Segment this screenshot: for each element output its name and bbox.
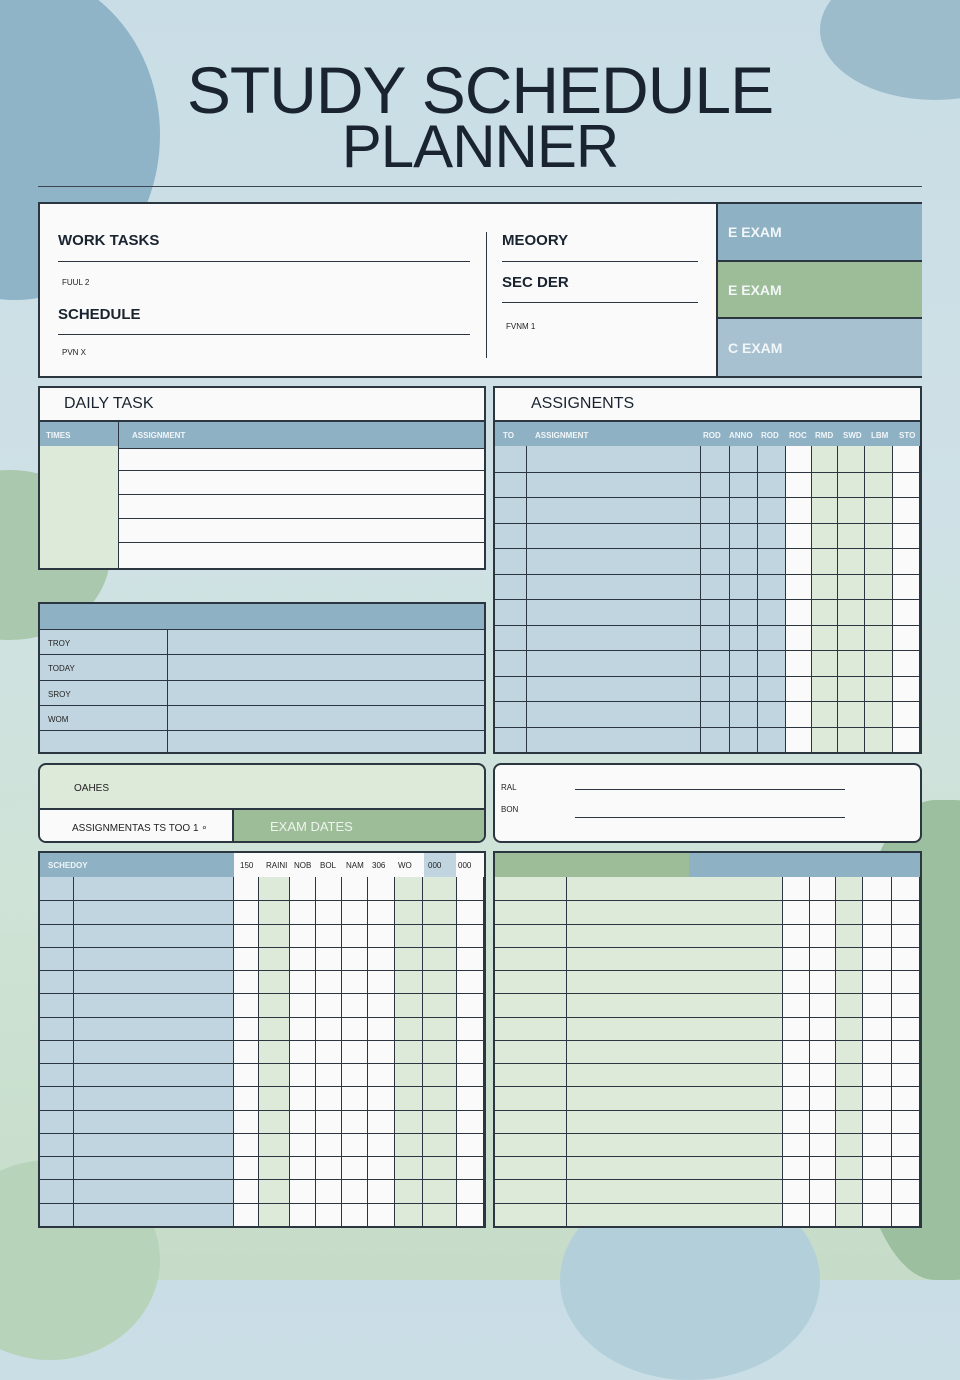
grid-column xyxy=(40,877,74,1226)
grid-column xyxy=(810,877,836,1226)
col-header: ASSIGNMENT xyxy=(132,431,186,440)
panel-divider xyxy=(486,232,487,358)
col-header: ASSIGNMENT xyxy=(535,431,589,440)
memory-label: MEOORY xyxy=(502,232,569,249)
col-header: 306 xyxy=(372,861,386,870)
col-header: WO xyxy=(398,861,412,870)
grid-column xyxy=(259,877,290,1226)
grid-row-line xyxy=(495,993,920,994)
grid-column xyxy=(316,877,342,1226)
grid-row-line xyxy=(495,497,920,498)
col-header: BOL xyxy=(320,861,337,870)
grid-column xyxy=(342,877,368,1226)
study-table xyxy=(38,602,486,754)
grid-row-line xyxy=(40,1203,484,1204)
grid-row-line xyxy=(40,947,484,948)
grid-column xyxy=(423,877,457,1226)
schedule-sub: PVN X xyxy=(62,348,87,357)
table-row[interactable] xyxy=(40,706,484,731)
grid-column xyxy=(863,877,892,1226)
col-header: ROC xyxy=(789,431,807,440)
note-line[interactable] xyxy=(575,817,845,818)
grid-column xyxy=(495,877,567,1226)
grid-column xyxy=(836,877,863,1226)
col-header: LBM xyxy=(871,431,889,440)
table-header xyxy=(40,420,484,449)
times-column xyxy=(40,446,118,568)
col-header: NOB xyxy=(294,861,312,870)
note-label: BON xyxy=(501,805,519,814)
grid-row-line xyxy=(495,650,920,651)
note-box xyxy=(493,763,922,843)
grid-row-line xyxy=(495,599,920,600)
col-divider xyxy=(118,420,119,568)
page-title: STUDY SCHEDULE xyxy=(186,53,774,127)
exam-dates-tab[interactable] xyxy=(234,808,484,843)
grid-row-line xyxy=(40,993,484,994)
exam-label: E EXAM xyxy=(728,281,782,298)
table-row[interactable] xyxy=(40,630,484,655)
schedule-grid-right xyxy=(493,851,922,1228)
date-header-row xyxy=(234,853,484,878)
grid-row-line xyxy=(40,1133,484,1134)
grid-row-line xyxy=(495,701,920,702)
table-header xyxy=(495,853,689,878)
grid-row-line xyxy=(495,574,920,575)
grid-row-line xyxy=(40,970,484,971)
col-divider xyxy=(167,630,168,752)
tab-label: EXAM DATES xyxy=(270,819,353,834)
memory-line[interactable] xyxy=(502,261,698,262)
grid-row-line xyxy=(495,1203,920,1204)
daily-task-table xyxy=(38,386,486,570)
col-header: 000 xyxy=(428,861,442,870)
grid-row-line xyxy=(40,1156,484,1157)
notes-panel xyxy=(38,763,486,843)
row-label: TODAY xyxy=(48,664,75,673)
header-info-panel xyxy=(38,202,922,378)
grid-row-line xyxy=(40,1017,484,1018)
col-header: NAM xyxy=(346,861,364,870)
grid-row-line xyxy=(40,1110,484,1111)
exam-label: C EXAM xyxy=(728,339,783,356)
grid-row-line xyxy=(495,625,920,626)
grid-row-line xyxy=(40,1040,484,1041)
page-subtitle: PLANNER xyxy=(341,113,619,180)
grid-row-line xyxy=(495,1179,920,1180)
note-line[interactable] xyxy=(575,789,845,790)
col-header: RAINI xyxy=(266,861,288,870)
grid-column xyxy=(290,877,316,1226)
grid-row-line xyxy=(40,900,484,901)
col-header: ANNO xyxy=(729,431,753,440)
grid-column xyxy=(783,877,810,1226)
assignments-title: ASSIGNENTS xyxy=(531,395,635,412)
tab-label: ASSIGNMENTAS TS TOO 1 ∘ xyxy=(72,823,208,834)
grid-column xyxy=(234,877,259,1226)
schedule-grid-body[interactable] xyxy=(40,877,484,1226)
grid-row-line xyxy=(40,1086,484,1087)
grid-row-line xyxy=(495,1156,920,1157)
schedule-label: SCHEDULE xyxy=(58,306,141,323)
col-header: ROD xyxy=(703,431,721,440)
col-header: ROD xyxy=(761,431,779,440)
grid-column xyxy=(74,877,234,1226)
grid-row-line xyxy=(40,924,484,925)
schedule-grid-body[interactable] xyxy=(495,877,920,1226)
exam-block-3[interactable] xyxy=(716,319,922,376)
grid-row-line xyxy=(495,676,920,677)
grid-row-line xyxy=(495,900,920,901)
grid-column xyxy=(892,877,920,1226)
work-tasks-sub: FUUL 2 xyxy=(62,278,90,287)
grid-row-line xyxy=(495,970,920,971)
sec-der-label: SEC DER xyxy=(502,274,569,291)
assignments-table xyxy=(493,386,922,754)
assignments-grid[interactable] xyxy=(495,446,920,752)
grid-row-line xyxy=(495,1017,920,1018)
grid-row-line xyxy=(495,947,920,948)
grid-row-line xyxy=(495,1086,920,1087)
exam-label: E EXAM xyxy=(728,224,782,240)
table-row[interactable] xyxy=(40,681,484,706)
sec-der-sub: FVNM 1 xyxy=(506,322,536,331)
grid-column xyxy=(395,877,423,1226)
grid-column xyxy=(457,877,484,1226)
col-header: STO xyxy=(899,431,916,440)
daily-task-title: DAILY TASK xyxy=(64,395,154,412)
grid-row-line xyxy=(495,472,920,473)
grid-row-line xyxy=(40,1179,484,1180)
grid-column xyxy=(567,877,783,1226)
work-tasks-line[interactable] xyxy=(58,261,470,262)
grid-row-line xyxy=(495,1040,920,1041)
schedule-line[interactable] xyxy=(58,334,470,335)
grid-row-line xyxy=(495,548,920,549)
grid-row-line xyxy=(495,727,920,728)
col-header: TIMES xyxy=(46,431,71,440)
table-header xyxy=(495,420,920,449)
table-row[interactable] xyxy=(40,655,484,681)
col-header: RMD xyxy=(815,431,834,440)
sec-der-line[interactable] xyxy=(502,302,698,303)
table-header xyxy=(689,853,920,878)
work-tasks-label: WORK TASKS xyxy=(58,232,160,249)
grid-row-line xyxy=(495,924,920,925)
grid-row-line xyxy=(40,1063,484,1064)
table-header xyxy=(40,604,484,630)
row-label: WOM xyxy=(48,715,69,724)
grid-row-line xyxy=(495,1063,920,1064)
col-header: 000 xyxy=(458,861,472,870)
exam-block-2[interactable] xyxy=(716,262,922,319)
row-label: TROY xyxy=(48,639,71,648)
exam-block-1[interactable] xyxy=(716,204,922,262)
col-header: TO xyxy=(503,431,514,440)
title-divider xyxy=(38,186,922,187)
notes-label: OAHES xyxy=(74,783,110,794)
col-header: SWD xyxy=(843,431,862,440)
grid-column xyxy=(368,877,395,1226)
grid-row-line xyxy=(495,523,920,524)
assignments-tab[interactable] xyxy=(40,808,234,843)
grid-row-line xyxy=(495,1133,920,1134)
col-header: 150 xyxy=(240,861,254,870)
col-header: SCHEDOY xyxy=(48,861,88,870)
row-label: SROY xyxy=(48,690,71,699)
note-label: RAL xyxy=(501,783,517,792)
schedule-grid-left xyxy=(38,851,486,1228)
grid-row-line xyxy=(495,1110,920,1111)
